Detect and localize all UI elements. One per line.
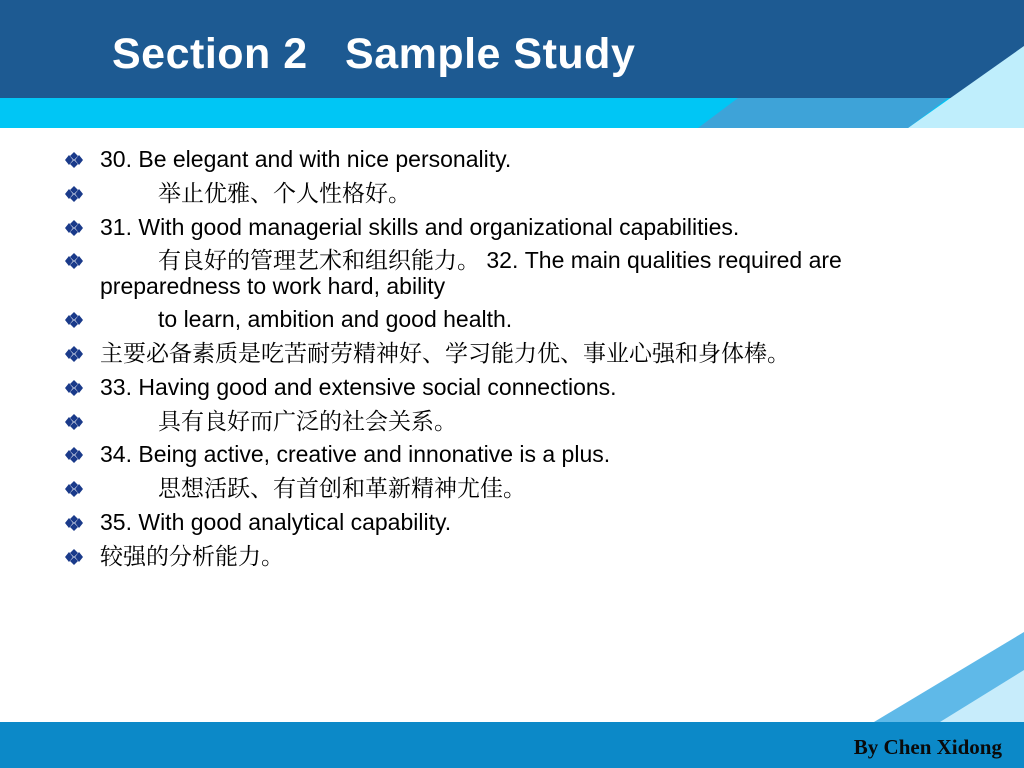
diamond-bullet-icon [64, 151, 84, 169]
header-mid-wedge [698, 98, 948, 128]
bullet-item [64, 441, 964, 468]
bullet-item [64, 306, 964, 333]
bullet-text: 34. Being active, creative and innonative is a plus. [100, 441, 611, 468]
author-credit: By Chen Xidong [853, 735, 1002, 759]
bullet-text: to learn, ambition and good health. [158, 306, 513, 333]
bullet-list [64, 146, 964, 577]
diamond-bullet-icon [64, 345, 84, 363]
bullet-text: 33. Having good and extensive social connections. [100, 373, 617, 400]
bullet-item [64, 247, 964, 299]
diamond-bullet-icon [64, 311, 84, 329]
diamond-bullet-icon [64, 548, 84, 566]
diamond-bullet-icon [64, 219, 84, 237]
bullet-text: 主要必备素质是吃苦耐劳精神好、学习能力优、事业心强和身体棒。 [100, 339, 790, 366]
bullet-item [64, 340, 964, 367]
bullet-item [64, 543, 964, 570]
bullet-item [64, 374, 964, 401]
bullet-text: 有良好的管理艺术和组织能力。 32. The main qualities required are preparedness to work hard, ability [100, 247, 842, 300]
diamond-bullet-icon [64, 413, 84, 431]
diamond-bullet-icon [64, 514, 84, 532]
bullet-item [64, 475, 964, 502]
bullet-item [64, 180, 964, 207]
bullet-text: 思想活跃、有首创和革新精神尤佳。 [158, 475, 526, 502]
bullet-text: 具有良好而广泛的社会关系。 [158, 407, 457, 434]
diamond-bullet-icon [64, 480, 84, 498]
bullet-item [64, 146, 964, 173]
diamond-bullet-icon [64, 252, 84, 270]
bullet-item [64, 408, 964, 435]
bullet-text: 较强的分析能力。 [100, 542, 284, 569]
bullet-text: 举止优雅、个人性格好。 [158, 179, 411, 206]
slide-title: Section 2 Sample Study [112, 30, 636, 78]
diamond-bullet-icon [64, 379, 84, 397]
bullet-item [64, 509, 964, 536]
bullet-text: 35. With good analytical capability. [100, 508, 452, 535]
bullet-text: 31. With good managerial skills and organizational capabilities. [100, 213, 740, 240]
bullet-text: 30. Be elegant and with nice personality. [100, 146, 512, 172]
diamond-bullet-icon [64, 446, 84, 464]
bullet-item [64, 214, 964, 241]
diamond-bullet-icon [64, 185, 84, 203]
